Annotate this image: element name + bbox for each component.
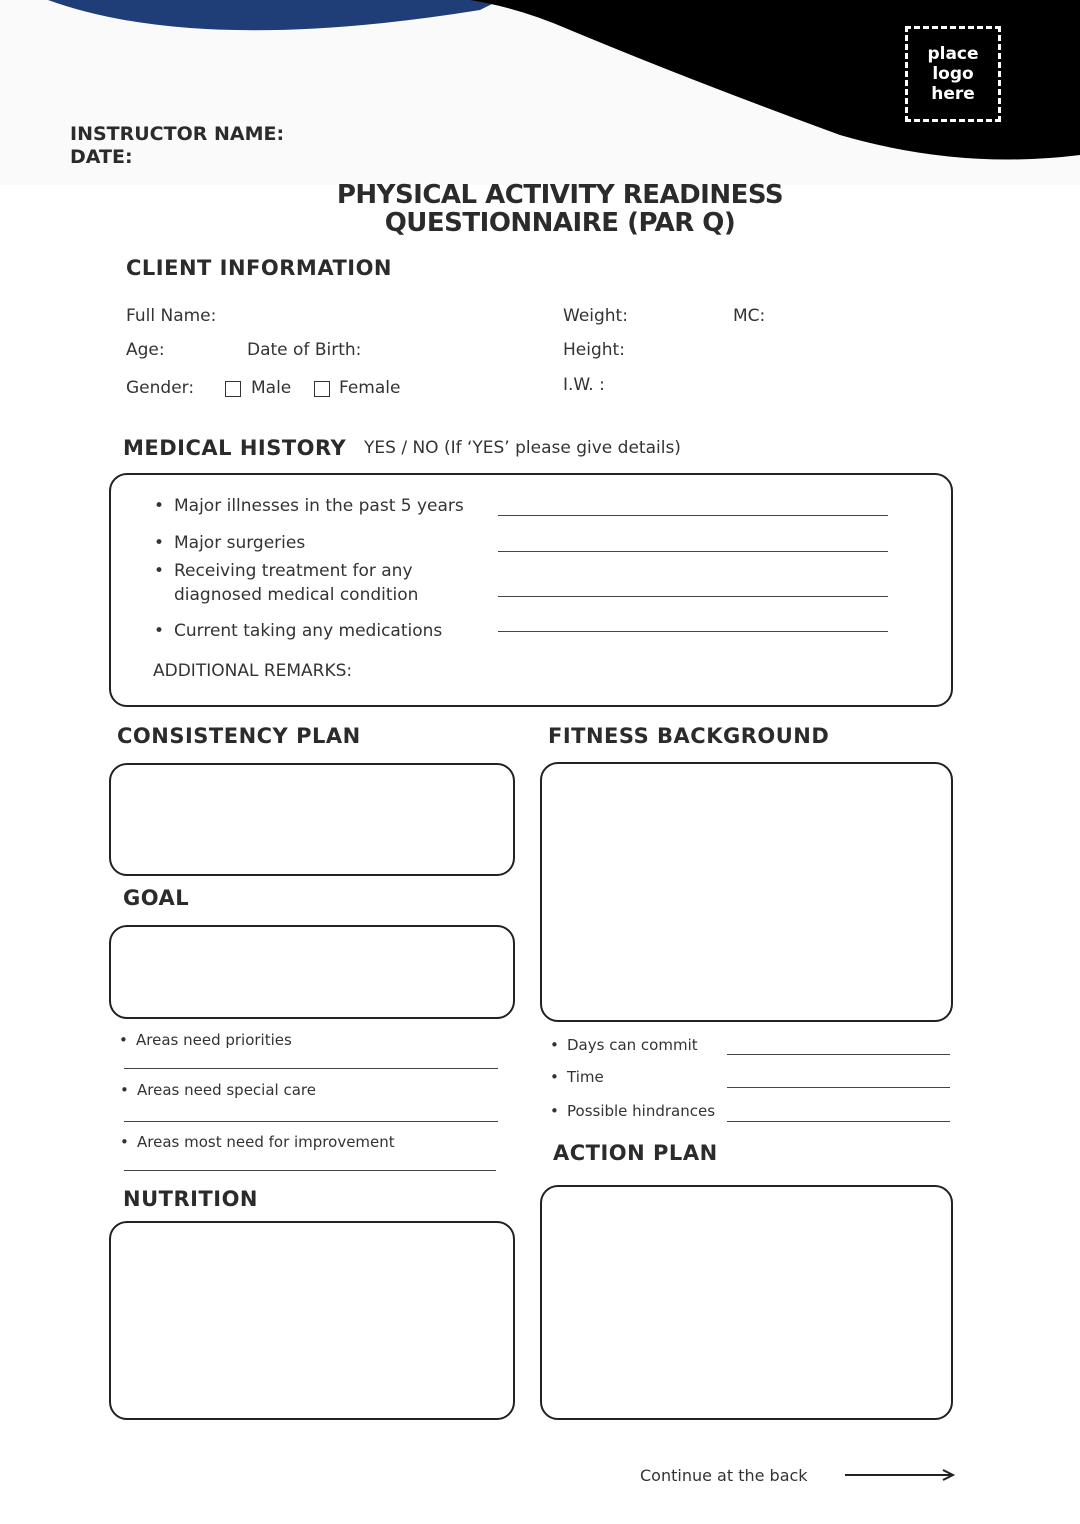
medical-history-heading: MEDICAL HISTORY: [123, 436, 347, 460]
fitness-background-heading: FITNESS BACKGROUND: [548, 724, 830, 748]
goal-answer-line[interactable]: [124, 1170, 496, 1171]
commit-answer-line[interactable]: [727, 1121, 950, 1122]
commit-answer-line[interactable]: [727, 1087, 950, 1088]
medical-answer-line[interactable]: [498, 631, 888, 632]
male-checkbox[interactable]: [225, 381, 241, 397]
consistency-plan-box[interactable]: [109, 763, 515, 876]
male-label: Male: [251, 378, 292, 398]
medical-item-medications: • Current taking any medications: [174, 619, 442, 643]
gender-label: Gender:: [126, 378, 195, 398]
goal-answer-line[interactable]: [124, 1068, 498, 1069]
weight-label: Weight:: [563, 306, 628, 326]
height-label: Height:: [563, 340, 625, 360]
page-title-line2: QUESTIONNAIRE (PAR Q): [384, 208, 736, 238]
goal-answer-line[interactable]: [124, 1121, 498, 1122]
goal-heading: GOAL: [123, 886, 190, 910]
nutrition-heading: NUTRITION: [123, 1187, 259, 1211]
mc-label: MC:: [733, 306, 766, 326]
age-label: Age:: [126, 340, 165, 360]
consistency-plan-heading: CONSISTENCY PLAN: [117, 724, 361, 748]
commit-item-days: • Days can commit: [567, 1036, 698, 1054]
logo-placeholder: [905, 26, 1001, 122]
goal-item-improvement: • Areas most need for improvement: [137, 1133, 395, 1151]
goal-box[interactable]: [109, 925, 515, 1019]
additional-remarks-label: ADDITIONAL REMARKS:: [153, 661, 353, 681]
dob-label: Date of Birth:: [247, 340, 362, 360]
logo-text-line1: place: [927, 44, 979, 64]
commit-item-hindrances: • Possible hindrances: [567, 1102, 715, 1120]
full-name-label: Full Name:: [126, 306, 217, 326]
commit-item-time: • Time: [567, 1068, 604, 1086]
medical-history-instruction: YES / NO (If ‘YES’ please give details): [364, 438, 681, 458]
date-label: DATE:: [70, 146, 133, 168]
female-label: Female: [339, 378, 401, 398]
logo-text-line2: logo here: [931, 64, 975, 104]
navy-wave: [48, 0, 500, 30]
medical-item-treatment-cont: diagnosed medical condition: [174, 585, 419, 605]
continue-text: Continue at the back: [640, 1466, 808, 1485]
medical-answer-line[interactable]: [498, 515, 888, 516]
arrow-right-icon: [843, 1467, 958, 1483]
goal-item-priorities: • Areas need priorities: [136, 1031, 292, 1049]
medical-answer-line[interactable]: [498, 596, 888, 597]
action-plan-box[interactable]: [540, 1185, 953, 1420]
commit-answer-line[interactable]: [727, 1054, 950, 1055]
page-title-line1: PHYSICAL ACTIVITY READINESS: [336, 180, 784, 210]
nutrition-box[interactable]: [109, 1221, 515, 1420]
goal-item-special-care: • Areas need special care: [137, 1081, 316, 1099]
fitness-background-box[interactable]: [540, 762, 953, 1022]
medical-answer-line[interactable]: [498, 551, 888, 552]
action-plan-heading: ACTION PLAN: [553, 1141, 718, 1165]
iw-label: I.W. :: [563, 375, 605, 395]
medical-item-surgeries: • Major surgeries: [174, 531, 305, 555]
female-checkbox[interactable]: [314, 381, 330, 397]
medical-item-illnesses: • Major illnesses in the past 5 years: [174, 494, 464, 518]
client-info-heading: CLIENT INFORMATION: [126, 256, 393, 280]
medical-item-treatment: • Receiving treatment for any: [174, 559, 413, 583]
instructor-name-label: INSTRUCTOR NAME:: [70, 123, 285, 145]
